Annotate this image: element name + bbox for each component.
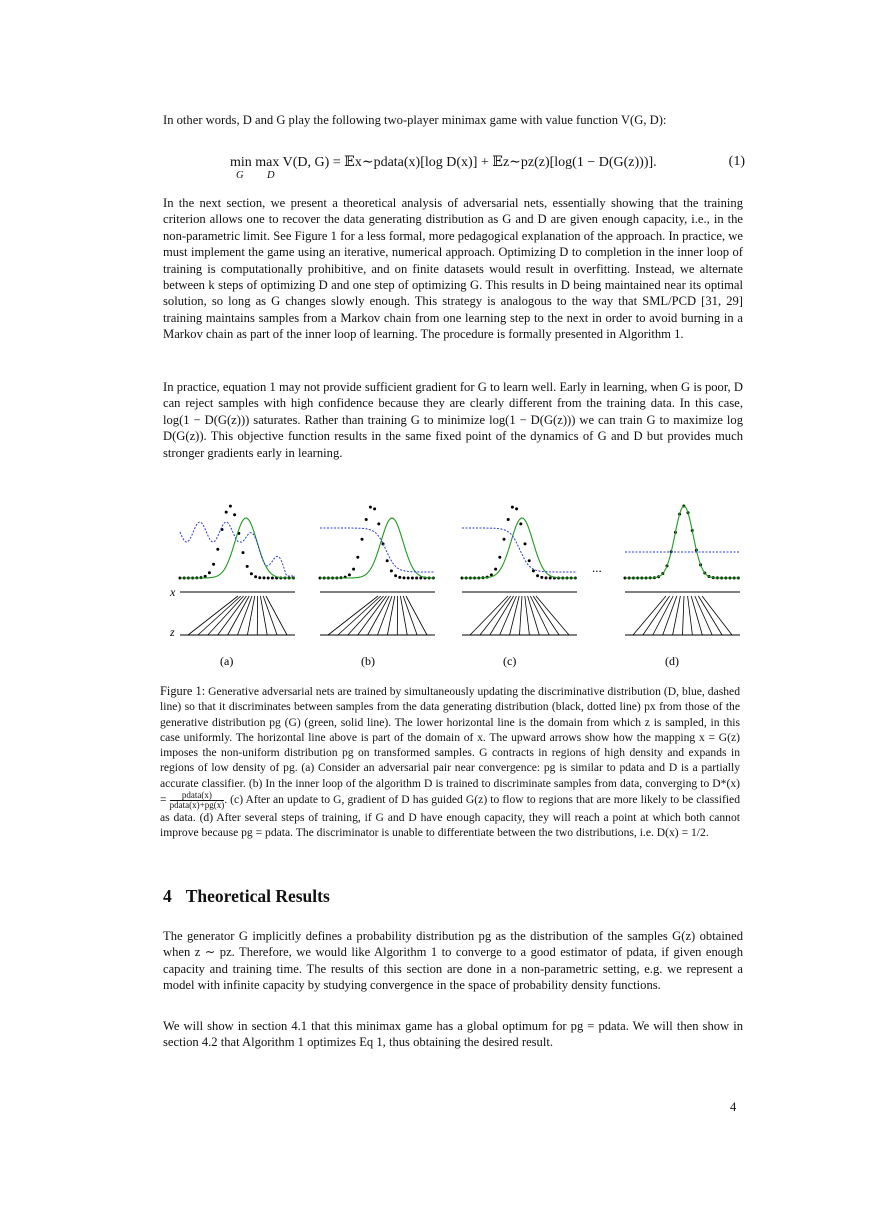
mapping-arrow-a [198,596,241,635]
data-distribution-dot-b [361,538,364,541]
data-distribution-dot-c [540,576,543,579]
data-distribution-dot-a [250,572,253,575]
data-distribution-dot-a [233,513,236,516]
data-distribution-dot-c [494,568,497,571]
figure-1 [160,490,740,670]
mapping-arrow-a [238,596,253,635]
mapping-arrow-d [683,596,685,635]
data-distribution-dot-c [519,522,522,525]
generator-curve-d [625,506,740,578]
paragraph-theory: The generator G implicitly defines a probability distribution pg as the distribution of the samples G(z) obtained when z ∼ pz. Therefore, we would like Algorithm 1 to converge to a good estimator of pdata, if given enough capacity and training time. The results of this section are done in a non-parametric setting, e.g. we represent a model with infinite capacity by studying convergence in the space of probability density functions. [163,929,743,993]
mapping-arrow-c [480,596,511,635]
data-distribution-dot-a [258,576,261,579]
mapping-arrow-c [536,596,569,635]
mapping-arrow-b [400,596,407,635]
mapping-arrow-c [520,596,523,635]
figure-caption-part1: Generative adversarial nets are trained by simultaneously updating the discriminative distribution (D, blue, dashed line) so that it discriminates between samples from the data generating distribution (black, dotted line) px from those of the generative distribution pg (G) (green, solid line). The lower horizontal line is the domain from which z is sampled, in this case uniformly. The horizontal line above is part of the domain of x. The upward arrows show how the mapping x = G(z) imposes the non-uniform distribution pg on transformed samples. G contracts in regions of high density and expands in regions of low density of pg. (a) Consider an adversarial pair near convergence: pg is similar to pdata and D is a partially accurate classifier. (b) In the inner loop of the algorithm D is trained to discriminate samples from data, converging to D*(x) = [160,685,740,807]
mapping-arrow-d [673,596,681,635]
mapping-arrow-a [247,596,254,635]
section-heading [163,886,330,907]
data-distribution-dot-c [507,518,510,521]
data-distribution-dot-b [348,573,351,576]
equation-under-min: G [236,170,244,181]
section-number: 4 [163,886,172,906]
page-number: 4 [730,1100,737,1114]
data-distribution-dot-b [386,559,389,562]
data-distribution-dot-c [511,506,514,509]
panel-label-d: (d) [665,654,679,668]
data-distribution-dot-a [271,577,274,580]
data-distribution-dot-a [263,576,266,579]
paragraph-theory-intro: In the next section, we present a theoretical analysis of adversarial nets, essentially showing that the training criterion allows one to recover the data generating distribution as G and D are given enough capacity, i.e., in the non-parametric limit. See Figure 1 for a less formal, more pedagogical explanation of the approach. In practice, we must implement the game using an iterative, numerical approach. Optimizing D to completion in the inner loop of training is computationally prohibitive, and on finite datasets would result in overfitting. Instead, we alternate between k steps of optimizing D and one step of optimizing G. This results in D being maintained near its optimal solution, so long as G changes slowly enough. This strategy is analogous to the way that SML/PCD [31, 29] training maintains samples from a Markov chain from one learning step to the next in order to avoid burning in a Markov chain as part of the inner loop of learning. The procedure is formally presented in Algorithm 1. [163,196,743,342]
data-distribution-dot-a [246,565,249,568]
data-distribution-dot-c [528,559,531,562]
generator-curve-b [320,518,435,578]
caption-fraction-denominator: pdata(x)+pg(x) [169,800,225,811]
section-title: Theoretical Results [185,886,330,906]
data-distribution-dot-a [216,548,219,551]
data-distribution-dot-b [415,577,418,580]
data-distribution-dot-a [212,563,215,566]
data-distribution-dot-c [498,556,501,559]
data-distribution-dot-b [369,506,372,509]
mapping-arrow-c [490,596,514,635]
data-distribution-dot-b [407,577,410,580]
mapping-arrow-a [218,596,247,635]
data-distribution-dot-a [254,575,257,578]
generator-curve-a [180,518,295,578]
data-distribution-dot-a [229,505,232,508]
mapping-arrow-b [378,596,393,635]
axis-z-label: z [170,625,175,639]
equation-body: min max V(D, G) = 𝔼x∼pdata(x)[log D(x)] + 𝔼z∼pz(z)[log(1 − D(G(z)))]. [230,155,657,170]
intro-text: In other words, D and G play the following two-player minimax game with value function V(G, D): [163,113,667,127]
data-distribution-dot-b [403,576,406,579]
data-distribution-dot-b [356,556,359,559]
mapping-arrow-b [406,596,427,635]
figure-1-graphic [160,490,740,670]
data-distribution-dot-b [377,522,380,525]
data-distribution-dot-b [411,577,414,580]
data-distribution-dot-c [532,569,535,572]
caption-fraction-numerator: pdata(x) [170,791,225,801]
ellipsis: ... [592,560,602,575]
mapping-arrow-d [702,596,732,635]
mapping-arrow-b [387,596,394,635]
discriminator-curve-c [462,528,577,572]
mapping-arrow-d [691,596,702,635]
data-distribution-dot-a [267,577,270,580]
axis-x-label: x [170,585,176,599]
data-distribution-dot-a [225,511,228,514]
data-distribution-dot-b [365,518,368,521]
mapping-arrow-d [695,596,712,635]
panel-label-c: (c) [503,654,517,668]
equation-1 [230,150,745,182]
figure-caption [160,684,740,841]
mapping-arrow-a [263,596,277,635]
figure-caption-part2: . (c) After an update to G, gradient of D has guided G(z) to flow to regions that are more likely to be classified as data. (d) After several steps of training, if G and D have enough capacity, they will reach a point at which both cannot improve because pg = pdata. The discriminator is unable to differentiate between the two distributions, i.e. D(x) = 1/2. [160,793,740,840]
data-distribution-dot-b [398,576,401,579]
data-distribution-dot-c [549,577,552,580]
data-distribution-dot-c [503,538,506,541]
paragraph-gradient: In practice, equation 1 may not provide sufficient gradient for G to learn well. Early in learning, when G is poor, D can reject samples with high confidence because they are clearly different from the training data. In this case, log(1 − D(G(z))) saturates. Rather than training G to minimize log(1 − D(G(z))) we can train G to maximize log D(G(z)). This objective function results in the same fixed point of the dynamics of G and D but provides much stronger gradients early in learning. [163,380,743,460]
mapping-arrow-d [633,596,666,635]
mapping-arrow-d [698,596,722,635]
mapping-arrow-a [260,596,267,635]
mapping-arrow-c [525,596,530,635]
figure-caption-label: Figure 1: [160,684,206,698]
mapping-arrow-b [403,596,417,635]
data-distribution-dot-c [515,507,518,510]
discriminator-curve-a [180,522,295,576]
data-distribution-dot-c [536,574,539,577]
data-distribution-dot-b [394,574,397,577]
discriminator-curve-b [320,528,435,572]
mapping-arrow-a [266,596,287,635]
data-distribution-dot-a [208,571,211,574]
equation-under-max: D [267,170,275,181]
mapping-arrow-b [358,596,387,635]
data-distribution-dot-b [373,507,376,510]
data-distribution-dot-a [242,551,245,554]
panel-label-a: (a) [220,654,234,668]
mapping-arrow-d [688,596,693,635]
paragraph-outline: We will show in section 4.1 that this minimax game has a global optimum for pg = pdata. We will then show in section 4.2 that Algorithm 1 optimizes Eq 1, thus obtaining the desired result. [163,1019,743,1050]
data-distribution-dot-b [352,568,355,571]
mapping-arrow-b [338,596,381,635]
data-distribution-dot-c [524,542,527,545]
panel-label-b: (b) [361,654,375,668]
data-distribution-dot-c [545,576,548,579]
data-distribution-dot-b [390,569,393,572]
mapping-arrow-c [510,596,520,635]
equation-number: (1) [728,154,745,169]
caption-fraction [170,791,225,810]
